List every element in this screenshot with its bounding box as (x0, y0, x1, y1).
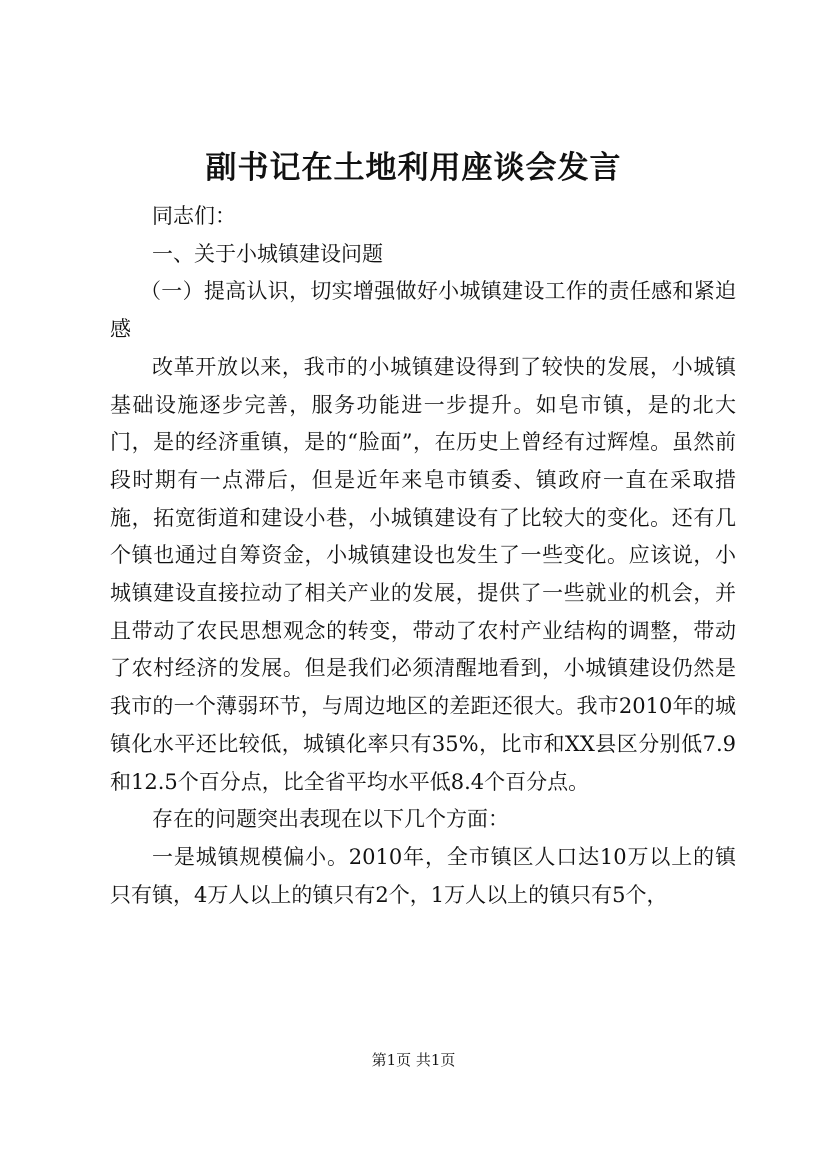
body-paragraph: 一是城镇规模偏小。2010年，全市镇区人口达10万以上的镇只有镇，4万人以上的镇只有2个，1万人以上的镇只有5个， (110, 844, 736, 907)
subsection-heading: （一）提高认识，切实增强做好小城镇建设工作的责任感和紧迫感 (110, 279, 736, 342)
page-footer: 第1页 共1页 (371, 1051, 456, 1069)
salutation: 同志们： (152, 204, 236, 228)
document-body (110, 198, 736, 914)
document-title: 副书记在土地利用座谈会发言 (205, 150, 622, 186)
body-paragraph: 改革开放以来，我市的小城镇建设得到了较快的发展，小城镇基础设施逐步完善，服务功能进一步提升。如皂市镇，是的北大门，是的经济重镇，是的“脸面”，在历史上曾经有过辉煌。虽然前段时期有一点滞后，但是近年来皂市镇委、镇政府一直在采取措施，拓宽街道和建设小巷，小城镇建设有了比较大的变化。还有几个镇也通过自筹资金，小城镇建设也发生了一些变化。应该说，小城镇建设直接拉动了相关产业的发展，提供了一些就业的机会，并且带动了农民思想观念的转变，带动了农村产业结构的调整，带动了农村经济的发展。但是我们必须清醒地看到，小城镇建设仍然是我市的一个薄弱环节，与周边地区的差距还很大。我市2010年的城镇化水平还比较低，城镇化率只有35%，比市和XX县区分别低7.9和12.5个百分点，比全省平均水平低8.4个百分点。 (110, 354, 736, 794)
section-heading: 一、关于小城镇建设问题 (152, 241, 383, 266)
body-paragraph: 存在的问题突出表现在以下几个方面： (152, 807, 509, 832)
